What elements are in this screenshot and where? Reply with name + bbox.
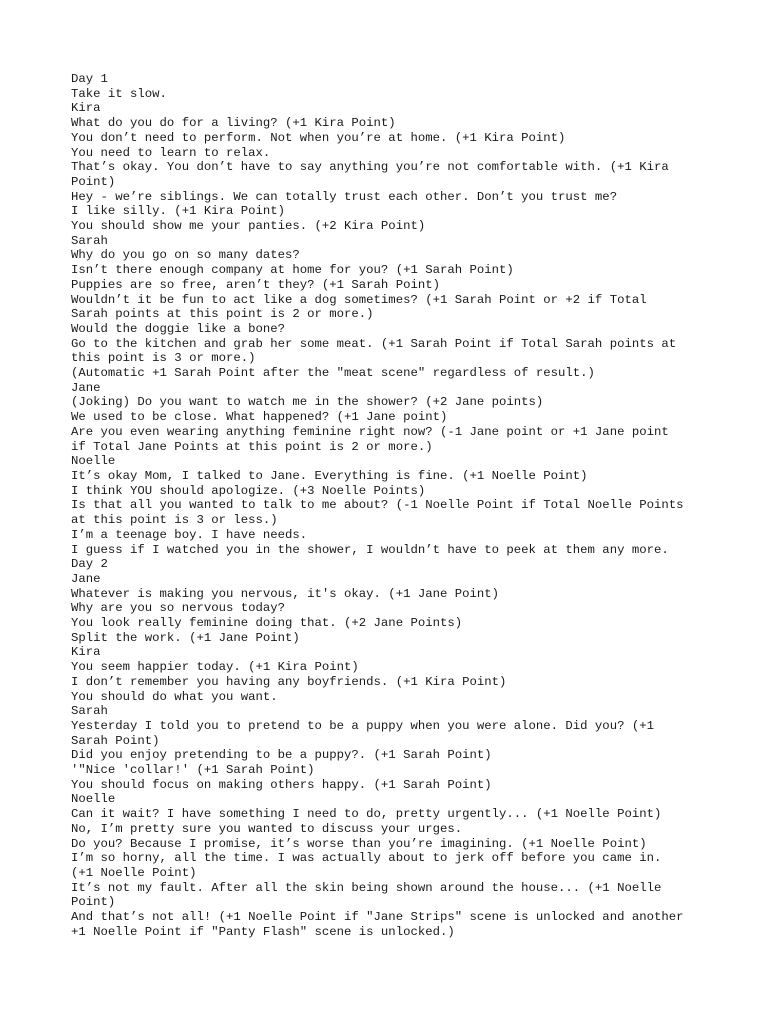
- text-line: Why do you go on so many dates?: [71, 248, 300, 263]
- text-line: Do you? Because I promise, it’s worse than you’re imagining. (+1 Noelle Point): [71, 836, 647, 851]
- text-line: '"Nice 'collar!' (+1 Sarah Point): [71, 763, 315, 778]
- text-line: Did you enjoy pretending to be a puppy?. (+1 Sarah Point): [71, 748, 492, 763]
- text-line: I guess if I watched you in the shower, I wouldn’t have to peek at them any more.: [71, 542, 669, 557]
- text-line: What do you do for a living? (+1 Kira Point): [71, 116, 396, 131]
- text-line: (Automatic +1 Sarah Point after the "meat scene" regardless of result.): [71, 366, 595, 381]
- text-line: It’s not my fault. After all the skin being shown around the house... (+1 Noelle Point): [71, 880, 662, 910]
- text-line: Are you even wearing anything feminine right now? (-1 Jane point or +1 Jane point if Total Jane Points at this point is 2 or more.): [71, 424, 669, 454]
- character-heading-jane: Jane: [71, 380, 101, 395]
- text-line: I’m a teenage boy. I have needs.: [71, 527, 308, 542]
- character-heading-kira: Kira: [71, 101, 101, 116]
- character-heading-sarah: Sarah: [71, 704, 108, 719]
- text-line: Split the work. (+1 Jane Point): [71, 630, 300, 645]
- text-line: No, I’m pretty sure you wanted to discuss your urges.: [71, 821, 463, 836]
- text-line: Isn’t there enough company at home for you? (+1 Sarah Point): [71, 263, 514, 278]
- text-line: Puppies are so free, aren’t they? (+1 Sarah Point): [71, 277, 440, 292]
- text-line: Hey - we’re siblings. We can totally trust each other. Don’t you trust me?: [71, 189, 618, 204]
- text-line: (Joking) Do you want to watch me in the shower? (+2 Jane points): [71, 395, 544, 410]
- text-line: You don’t need to perform. Not when you’re at home. (+1 Kira Point): [71, 130, 566, 145]
- text-line: I don’t remember you having any boyfriends. (+1 Kira Point): [71, 674, 507, 689]
- text-line: I think YOU should apologize. (+3 Noelle Points): [71, 483, 426, 498]
- text-line: Why are you so nervous today?: [71, 601, 286, 616]
- text-line: We used to be close. What happened? (+1 Jane point): [71, 410, 448, 425]
- text-line: I like silly. (+1 Kira Point): [71, 204, 286, 219]
- text-line: Is that all you wanted to talk to me about? (-1 Noelle Point if Total Noelle Points at this point is 3 or less.): [71, 498, 684, 528]
- section-heading-day-1: Day 1: [71, 72, 108, 86]
- text-line: Take it slow.: [71, 86, 167, 101]
- document-page: [71, 72, 701, 939]
- text-line: You should do what you want.: [71, 689, 278, 704]
- text-line: You should focus on making others happy. (+1 Sarah Point): [71, 777, 492, 792]
- text-line: It’s okay Mom, I talked to Jane. Everything is fine. (+1 Noelle Point): [71, 468, 588, 483]
- text-line: And that’s not all! (+1 Noelle Point if "Jane Strips" scene is unlocked and another +1 Noelle Point if "Panty Flash" scene is unlocked.): [71, 910, 684, 939]
- text-line: You need to learn to relax.: [71, 145, 271, 160]
- text-line: Would the doggie like a bone?: [71, 321, 286, 336]
- text-line: Wouldn’t it be fun to act like a dog sometimes? (+1 Sarah Point or +2 if Total Sarah points at this point is 2 or more.): [71, 292, 647, 322]
- character-heading-sarah: Sarah: [71, 233, 108, 248]
- text-line: Go to the kitchen and grab her some meat. (+1 Sarah Point if Total Sarah points at this point is 3 or more.): [71, 336, 677, 366]
- text-line: Can it wait? I have something I need to do, pretty urgently... (+1 Noelle Point): [71, 807, 662, 822]
- text-line: Yesterday I told you to pretend to be a puppy when you were alone. Did you? (+1 Sarah Point): [71, 718, 654, 748]
- text-line: Whatever is making you nervous, it's okay. (+1 Jane Point): [71, 586, 500, 601]
- text-line: You look really feminine doing that. (+2 Jane Points): [71, 616, 463, 631]
- character-heading-noelle: Noelle: [71, 454, 116, 469]
- text-line: You seem happier today. (+1 Kira Point): [71, 660, 359, 675]
- section-heading-day-2: Day 2: [71, 557, 108, 572]
- character-heading-kira: Kira: [71, 645, 101, 660]
- text-line: That’s okay. You don’t have to say anything you’re not comfortable with. (+1 Kira Point): [71, 160, 669, 189]
- character-heading-noelle: Noelle: [71, 792, 116, 807]
- text-line: You should show me your panties. (+2 Kira Point): [71, 219, 426, 234]
- text-line: I’m so horny, all the time. I was actually about to jerk off before you came in. (+1 Noelle Point): [71, 851, 662, 880]
- character-heading-jane: Jane: [71, 571, 101, 586]
